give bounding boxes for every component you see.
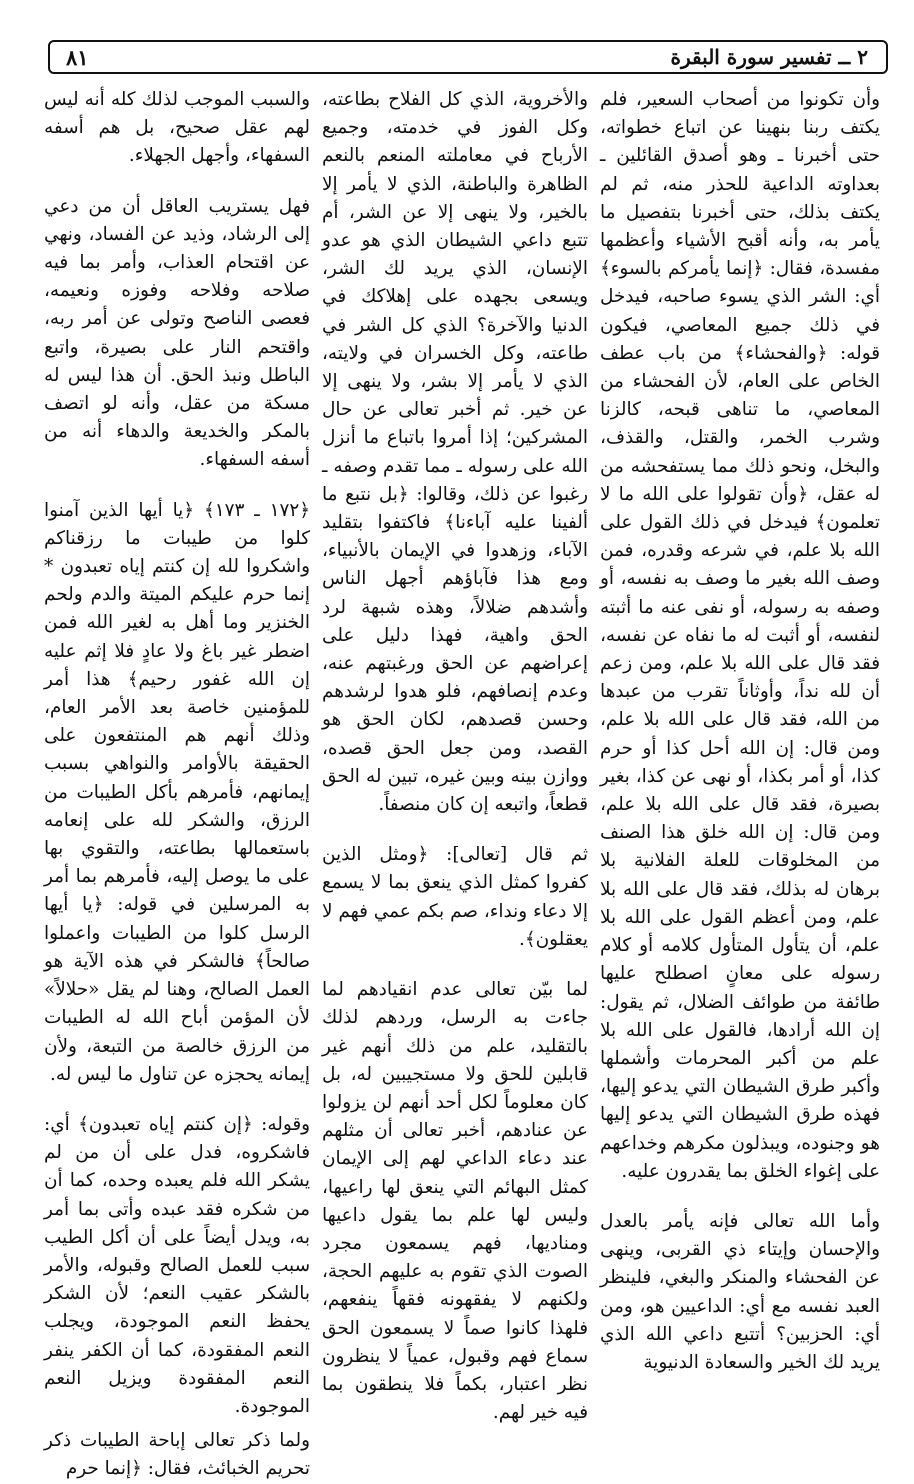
- paragraph: ولما ذكر تعالى إباحة الطيبات ذكر تحريم الخبائث، فقال: ﴿إنما حرم: [44, 1430, 310, 1480]
- paragraph: فهل يستريب العاقل أن من دعي إلى الرشاد، وذيد عن الفساد، ونهي عن اقتحام العذاب، وأمر بما فيه صلاحه وفلاحه وفوزه ونعيمه، فعصى الناصح وتولى عن أمر ربه، واقتحم النار على بصيرة، واتبع الباطل ونبذ الحق. أن هذا ليس له مسكة من عقل، وأنه لو اتصف بالمكر والخديعة والدهاء أنه من أسفه السفهاء.: [44, 195, 310, 471]
- text-column-middle: [322, 86, 588, 1424]
- page-header: [48, 40, 888, 74]
- page-number: ٨١: [66, 45, 89, 70]
- running-title: ٢ ــ تفسير سورة البقرة: [670, 45, 868, 69]
- text-column-right: [600, 86, 880, 1382]
- paragraph: وأن تكونوا من أصحاب السعير، فلم يكتف ربنا بنهينا عن اتباع خطواته، حتى أخبرنا ـ وهو أصدق القائلين ـ بعداوته الداعية للحذر منه، ثم لم يكتف بذلك، حتى أخبرنا بتفصيل ما يأمر به، وأنه أقبح الأشياء وأعظمها مفسدة، فقال: ﴿إنما يأمركم بالسوء﴾ أي: الشر الذي يسوء صاحبه، فيدخل في ذلك جميع المعاصي، فيكون قوله: ﴿والفحشاء﴾ من باب عطف الخاص على العام، لأن الفحشاء من المعاصي، ما تناهى قبحه، كالزنا وشرب الخمر، والقتل، والقذف، والبخل، ونحو ذلك مما يستفحشه من له عقل، ﴿وأن تقولوا على الله ما لا تعلمون﴾ فيدخل في ذلك القول على الله بلا علم، في شرعه وقدره، فمن وصف الله بغير ما وصف به نفسه، أو وصفه به رسوله، أو نفى عنه ما أثبته لنفسه، أو أثبت له ما نفاه عن نفسه، فقد قال على الله بلا علم، ومن زعم أن لله نداً، وأوثاناً تقرب من عبدها من الله، فقد قال على الله بلا علم، ومن قال: إن الله أحل كذا أو حرم كذا، أو أمر بكذا، أو نهى عن كذا، بغير بصيرة، فقد قال على الله بلا علم، ومن قال: إن الله خلق هذا الصنف من المخلوقات للعلة الفلانية بلا برهان له بذلك، فقد قال على الله بلا علم، ومن أعظم القول على الله بلا علم، أن يتأول المتأول كلامه أو كلام رسوله على معانٍ اصطلح عليها طائفة من طوائف الضلال، ثم يقول: إن الله أرادها، فالقول على الله بلا علم من أكبر المحرمات وأشملها وأكبر طرق الشيطان التي يدعو إليها، فهذه طرق الشيطان التي يدعو إليها هو وجنوده، ويبذلون مكرهم وخداعهم على إغواء الخلق بما يقدرون عليه.: [600, 89, 880, 1182]
- paragraph: لما بيّن تعالى عدم انقيادهم لما جاءت به الرسل، وردهم لذلك بالتقليد، علم من ذلك أنهم غير قابلين للحق ولا مستجيبين له، بل كان معلوماً لكل أحد أنهم لن يزولوا عن عنادهم، أخبر تعالى أن مثلهم عند دعاء الداعي لهم إلى الإيمان كمثل البهائم التي ينعق لها راعيها، وليس لها علم بما يقول داعيها ومناديها، فهم يسمعون مجرد الصوت الذي تقوم به عليهم الحجة، ولكنهم لا يفقهونه فقهاً ينفعهم، فلهذا كانوا صماً لا يسمعون الحق سماع فهم وقبول، عمياً لا ينظرون نظر اعتبار، بكماً فلا ينطقون بما فيه خير لهم.: [322, 979, 588, 1424]
- text-column-left: [44, 86, 310, 1480]
- paragraph: ﴿١٧٢ ـ ١٧٣﴾ ﴿يا أيها الذين آمنوا كلوا من طيبات ما رزقناكم واشكروا لله إن كنتم إياه تعبدون * إنما حرم عليكم الميتة والدم ولحم الخنزير وما أهل به لغير الله فمن اضطر غير باغ ولا عادٍ فلا إثم عليه إن الله غفور رحيم﴾ هذا أمر للمؤمنين خاصة بعد الأمر العام، وذلك أنهم هم المنتفعون على الحقيقة بالأوامر والنواهي بسبب إيمانهم، فأمرهم بأكل الطيبات من الرزق، والشكر لله على إنعامه باستعمالها بطاعته، والتقوي بها على ما يوصل إليه، فأمرهم بما أمر به المرسلين في قوله: ﴿يا أيها الرسل كلوا من الطيبات واعملوا صالحاً﴾ فالشكر في هذه الآية هو العمل الصالح، وهنا لم يقل «حلالاً» لأن المؤمن أباح الله له الطيبات من الرزق خالصة من التبعة، ولأن إيمانه يحجزه عن تناول ما ليس له.: [44, 499, 310, 1085]
- paragraph: والأخروية، الذي كل الفلاح بطاعته، وكل الفوز في خدمته، وجميع الأرباح في معاملته المنعم بالنعم الظاهرة والباطنة، الذي لا يأمر إلا بالخير، ولا ينهى إلا عن الشر، أم تتبع داعي الشيطان الذي هو عدو الإنسان، الذي يريد لك الشر، ويسعى بجهده على إهلاكك في الدنيا والآخرة؟ الذي كل الشر في طاعته، وكل الخسران في ولايته، الذي لا يأمر إلا بشر، ولا ينهى إلا عن خير. ثم أخبر تعالى عن حال المشركين؛ إذا أمروا باتباع ما أنزل الله على رسوله ـ مما تقدم وصفه ـ رغبوا عن ذلك، وقالوا: ﴿بل نتبع ما ألفينا عليه آباءنا﴾ فاكتفوا بتقليد الآباء، وزهدوا في الإيمان بالأنبياء، ومع هذا فآباؤهم أجهل الناس وأشدهم ضلالاً، وهذه شبهة لرد الحق واهية، فهذا دليل على إعراضهم عن الحق ورغبتهم عنه، وعدم إنصافهم، فلو هدوا لرشدهم وحسن قصدهم، لكان الحق هو القصد، ومن جعل الحق قصده، ووازن بينه وبين غيره، تبين له الحق قطعاً، واتبعه إن كان منصفاً.: [322, 89, 588, 816]
- paragraph: وقوله: ﴿إن كنتم إياه تعبدون﴾ أي: فاشكروه، فدل على أن من لم يشكر الله فلم يعبده وحده، كما أن من شكره فقد عبده وأتى بما أمر به، ويدل أيضاً على أن أكل الطيب سبب للعمل الصالح وقبوله، والأمر بالشكر عقيب النعم؛ لأن الشكر يحفظ النعم الموجودة، ويجلب النعم المفقودة، كما أن الكفر ينفر النعم المفقودة ويزيل النعم الموجودة.: [44, 1113, 310, 1417]
- paragraph: والسبب الموجب لذلك كله أنه ليس لهم عقل صحيح، بل هم أسفه السفهاء، وأجهل الجهلاء.: [44, 89, 310, 167]
- paragraph: ثم قال [تعالى]: ﴿ومثل الذين كفروا كمثل الذي ينعق بما لا يسمع إلا دعاء ونداء، صم بكم عمي فهم لا يعقلون﴾.: [322, 844, 588, 950]
- paragraph: وأما الله تعالى فإنه يأمر بالعدل والإحسان وإيتاء ذي القربى، وينهى عن الفحشاء والمنكر والبغي، فلينظر العبد نفسه مع أي: الداعيين هو، ومن أي: الحزبين؟ أتتبع داعي الله الذي يريد لك الخير والسعادة الدنيوية: [600, 1210, 880, 1373]
